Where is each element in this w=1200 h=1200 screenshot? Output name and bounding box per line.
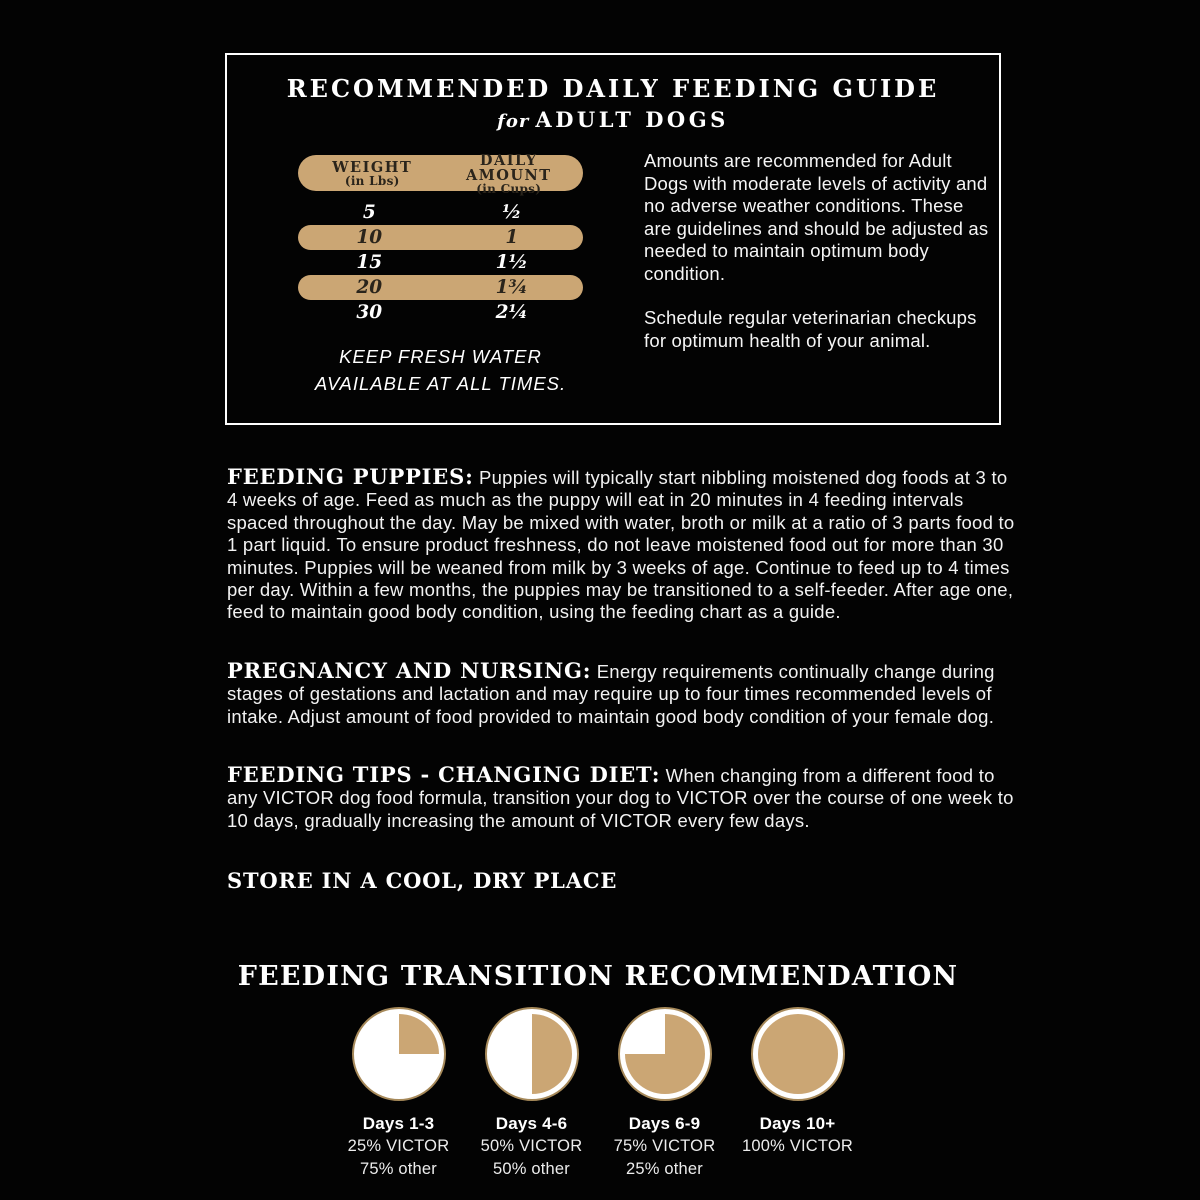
step-victor-pct: 50% VICTOR: [480, 1137, 583, 1155]
pie-chart: [625, 1014, 705, 1094]
guide-subtitle: [227, 107, 999, 136]
step-days-label: Days 4-6: [495, 1114, 568, 1133]
text-section: [227, 764, 1015, 832]
step-victor-pct: 100% VICTOR: [741, 1137, 854, 1155]
section-heading: FEEDING TIPS - CHANGING DIET:: [227, 762, 661, 788]
transition-step: [731, 1007, 864, 1181]
transition-step: [465, 1007, 598, 1181]
amount-value: 1½: [495, 252, 528, 273]
fresh-water-note-line1: KEEP FRESH WATER: [339, 346, 542, 367]
guide-subtitle-main: ADULT DOGS: [535, 107, 729, 132]
section-body: Energy requirements continually change during stages of gestations and lactation and may require up to four times recommended levels of intake. Adjust amount of food provided to maintain good body condition of your female dog.: [227, 660, 995, 727]
feeding-guide-box: [225, 53, 1001, 425]
guide-subtitle-for: for: [497, 111, 530, 132]
amount-value: ½: [502, 202, 522, 223]
body-sections: [227, 466, 1015, 893]
step-victor-pct: 25% VICTOR: [347, 1137, 450, 1155]
pie-chart-ring: [352, 1007, 446, 1101]
feeding-table-rows: [298, 200, 583, 325]
amount-value: 1: [505, 227, 519, 248]
amount-column-header: [441, 153, 578, 196]
pie-chart: [492, 1014, 572, 1094]
table-row: [298, 200, 583, 225]
guide-side-paragraph-1: Amounts are recommended for Adult Dogs with moderate levels of activity and no adverse weather conditions. These are guidelines and should be adjusted as needed to maintain optimum body condition.: [644, 150, 989, 284]
guide-title: RECOMMENDED DAILY FEEDING GUIDE: [286, 74, 940, 103]
step-other-pct: 75% other: [359, 1160, 438, 1178]
fresh-water-note: [298, 343, 583, 397]
weight-value: 30: [356, 302, 383, 323]
section-body: When changing from a different food to any VICTOR dog food formula, transition your dog to VICTOR over the course of one week to 10 days, gradually increasing the amount of VICTOR every few days.: [227, 765, 1014, 831]
amount-header-label: DAILY AMOUNT: [465, 151, 552, 184]
amount-value: 1¾: [495, 277, 528, 298]
pie-chart-ring: [485, 1007, 579, 1101]
pie-chart-ring: [751, 1007, 845, 1101]
pie-chart: [758, 1014, 838, 1094]
text-section: [227, 657, 1015, 728]
amount-value: 2¼: [495, 302, 528, 323]
transition-step: [598, 1007, 731, 1181]
section-heading: FEEDING PUPPIES:: [227, 464, 474, 489]
table-row: [298, 300, 583, 325]
table-row: [298, 250, 583, 275]
table-row: [298, 225, 583, 250]
pie-chart: [359, 1014, 439, 1094]
guide-side-text: [644, 150, 992, 352]
weight-value: 10: [356, 227, 383, 248]
step-other-pct: 50% other: [492, 1160, 571, 1178]
transition-steps: [188, 1007, 1008, 1181]
weight-header-label: WEIGHT: [332, 159, 413, 176]
weight-value: 15: [356, 252, 383, 273]
storage-note: STORE IN A COOL, DRY PLACE: [227, 868, 618, 894]
weight-value: 5: [362, 202, 376, 223]
transition-title: FEEDING TRANSITION RECOMMENDATION: [237, 961, 959, 992]
step-days-label: Days 10+: [759, 1114, 836, 1133]
feeding-table-header: [298, 151, 583, 196]
guide-side-paragraph-2: Schedule regular veterinarian checkups for optimum health of your animal.: [644, 307, 977, 351]
pie-chart-ring: [618, 1007, 712, 1101]
step-victor-pct: 75% VICTOR: [613, 1137, 716, 1155]
step-other-pct: 25% other: [625, 1160, 704, 1178]
transition-section: [188, 961, 1008, 1181]
text-section: [227, 466, 1015, 624]
feeding-table: [298, 151, 583, 397]
amount-header-unit: (in Cups): [476, 181, 542, 196]
step-days-label: Days 6-9: [628, 1114, 701, 1133]
weight-column-header: [304, 160, 441, 188]
table-row: [298, 275, 583, 300]
section-heading: PREGNANCY AND NURSING:: [227, 657, 592, 683]
step-days-label: Days 1-3: [362, 1114, 435, 1133]
transition-step: [332, 1007, 465, 1181]
weight-header-unit: (in Lbs): [344, 174, 400, 188]
weight-value: 20: [356, 277, 383, 298]
fresh-water-note-line2: AVAILABLE AT ALL TIMES.: [314, 373, 567, 394]
section-body: Puppies will typically start nibbling moistened dog foods at 3 to 4 weeks of age. Feed as much as the puppy will eat in 20 minutes in 4 feeding intervals spaced throughout the day. May be mixed with water, broth or milk at a ratio of 3 parts food to 1 part liquid. To ensure product freshness, do not leave moistened food out for more than 30 minutes. Puppies will be weaned from milk by 3 weeks of age. Continue to feed up to 4 times per day. Within a few months, the puppies may be transitioned to a self-feeder. After age one, feed to maintain good body condition, using the feeding chart as a guide.: [227, 467, 1015, 623]
